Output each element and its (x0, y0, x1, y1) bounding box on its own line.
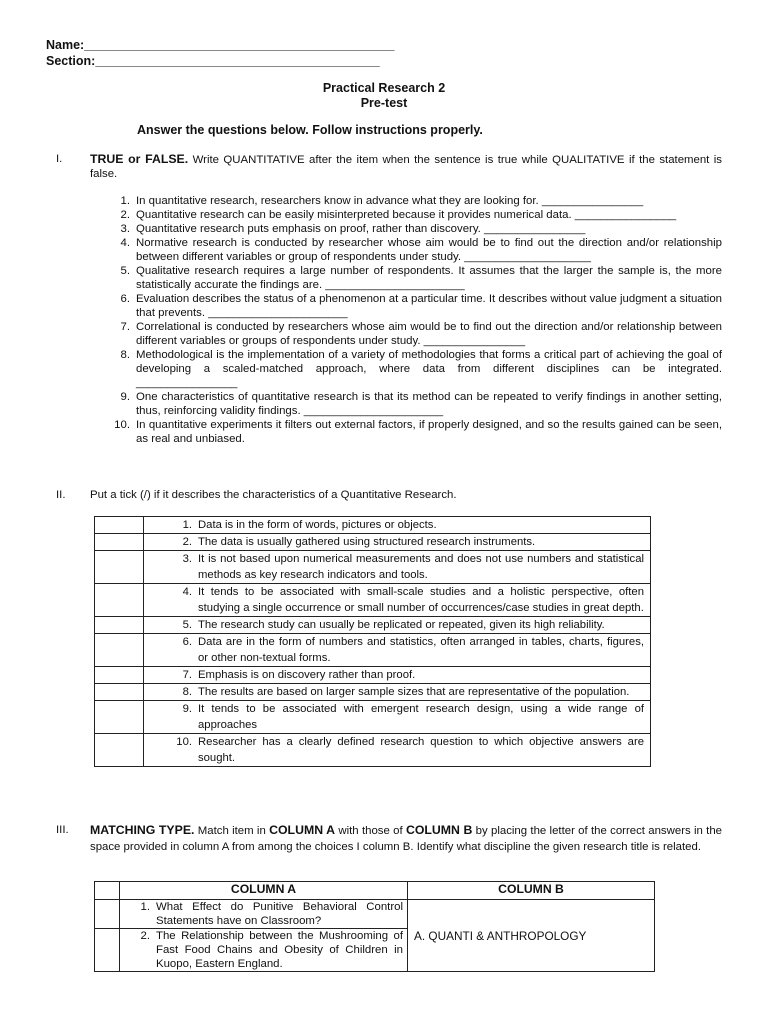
tick-cell[interactable] (95, 551, 144, 584)
table-row: 4. It tends to be associated with small-scale studies and a holistic perspective, often studying a single occurrence or small number of occurrences/case studies in great depth. (95, 584, 651, 617)
table-row: 8. The results are based on larger sample sizes that are representative of the population. (95, 684, 651, 701)
list-item: 8. Methodological is the implementation of a variety of methodologies that forms a critical part of achieving the goal of developing a scaled-matched approach, where data from different disciplines can be integrated. ________________ (120, 349, 722, 389)
list-item: 7. Correlational is conducted by researchers whose aim would be to find out the direction and/or relationship between different variables or groups of respondents under study. ________________ (120, 321, 722, 347)
part2-instructions (56, 488, 722, 502)
table-row: 10. Researcher has a clearly defined research question to which objective answers are sought. (95, 734, 651, 767)
table-row: 9. It tends to be associated with emergent research design, using a wide range of approaches (95, 701, 651, 734)
section-blank[interactable]: ____________________________________________ (95, 54, 380, 68)
column-a-header: COLUMN A (120, 882, 408, 900)
tick-cell[interactable] (95, 684, 144, 701)
document-title: Practical Research 2 (322, 81, 446, 95)
name-field (46, 38, 394, 52)
part2-table (94, 516, 651, 767)
part3-heading: MATCHING TYPE. (90, 823, 195, 837)
part1-instructions (56, 152, 722, 181)
tick-cell[interactable] (95, 584, 144, 617)
list-item: 1. In quantitative research, researchers know in advance what they are looking for. ________________ (120, 195, 644, 207)
general-instructions: Answer the questions below. Follow instructions properly. (137, 123, 483, 137)
tick-cell[interactable] (95, 534, 144, 551)
tick-cell[interactable] (95, 667, 144, 684)
name-label: Name: (46, 38, 85, 52)
part1-text: Write QUANTITATIVE after the item when the sentence is true while QUALITATIVE if the statement is false. (90, 154, 723, 180)
list-item: 10. In quantitative experiments it filters out external factors, if properly designed, and so the results gained can be seen, as real and unbiased. (114, 419, 722, 445)
part1-numeral: I. (56, 153, 63, 165)
table-header-row (95, 882, 655, 900)
tick-cell[interactable] (95, 517, 144, 534)
table-row: 5. The research study can usually be replicated or repeated, given its high reliability. (95, 617, 651, 634)
list-item: 4. Normative research is conducted by researcher whose aim would be to find out the direction and/or relationship between different variables or group of respondents under study. ____________________ (120, 237, 722, 263)
part3-instructions: III. MATCHING TYPE. Match item in COLUMN A with those of COLUMN B by placing the letter of the correct answers in the space provided in column A from among the choices I column B. Identify what discipline the given research title is related. (56, 823, 723, 853)
table-row: 2. The data is usually gathered using structured research instruments. (95, 534, 651, 551)
name-blank[interactable]: ________________________________________________ (84, 38, 394, 52)
table-row: 1. What Effect do Punitive Behavioral Control Statements have on Classroom? A. QUANTI & ANTHROPOLOGY (95, 900, 655, 929)
section-field (46, 54, 379, 68)
answer-cell[interactable] (95, 929, 120, 972)
list-item: 6. Evaluation describes the status of a phenomenon at a particular time. It describes without value judgment a situation that prevents. ______________________ (120, 293, 722, 319)
list-item: 3. Quantitative research puts emphasis on proof, rather than discovery. ________________ (120, 223, 586, 235)
table-row: 2. The Relationship between the Mushrooming of Fast Food Chains and Obesity of Children in Kuopo, Eastern England. (95, 929, 655, 972)
part1-item-list (104, 194, 722, 446)
tick-cell[interactable] (95, 701, 144, 734)
table-row: 7. Emphasis is on discovery rather than proof. (95, 667, 651, 684)
matching-table (94, 881, 655, 972)
column-b-header: COLUMN B (408, 882, 655, 900)
list-item: 5. Qualitative research requires a large number of respondents. It assumes that the larger the sample is, the more statistically accurate the findings are. ______________________ (120, 265, 722, 291)
tick-cell[interactable] (95, 734, 144, 767)
tick-cell[interactable] (95, 617, 144, 634)
part3-numeral: III. (56, 824, 69, 836)
table-row: 6. Data are in the form of numbers and statistics, often arranged in tables, charts, figures, or other non-textual forms. (95, 634, 651, 667)
section-label: Section: (46, 54, 96, 68)
tick-cell[interactable] (95, 634, 144, 667)
document-subtitle: Pre-test (360, 96, 408, 110)
table-row: 1. Data is in the form of words, pictures or objects. (95, 517, 651, 534)
part2-numeral: II. (56, 489, 66, 501)
table-row: 3. It is not based upon numerical measurements and does not use numbers and statistical methods as key research indicators and tools. (95, 551, 651, 584)
list-item: 9. One characteristics of quantitative research is that its method can be repeated to verify findings in another setting, thus, reinforcing validity findings. ______________________ (120, 391, 722, 417)
choice-a: A. QUANTI & ANTHROPOLOGY (408, 900, 655, 972)
part2-text: Put a tick (/) if it describes the characteristics of a Quantitative Research. (90, 489, 457, 501)
part1-heading: TRUE or FALSE. (90, 152, 189, 166)
list-item: 2. Quantitative research can be easily misinterpreted because it provides numerical data. ________________ (120, 209, 677, 221)
answer-cell[interactable] (95, 900, 120, 929)
